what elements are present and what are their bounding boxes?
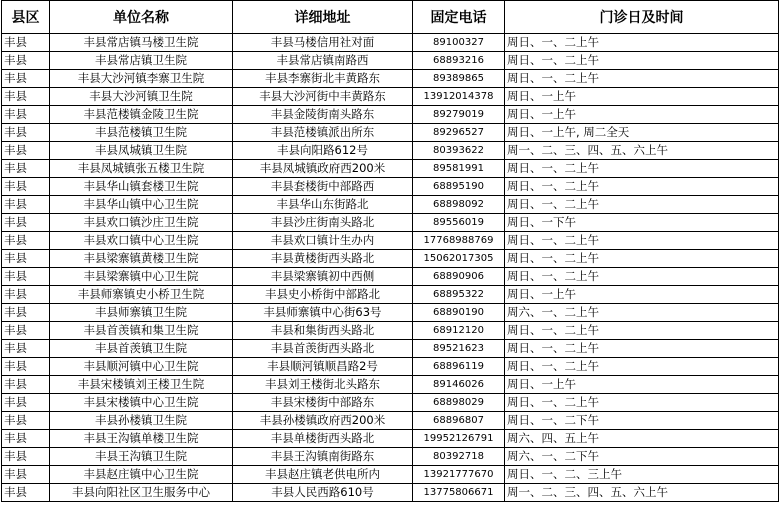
county-cell: 丰县: [2, 304, 50, 322]
phone-cell: 68898029: [413, 394, 505, 412]
county-cell: 丰县: [2, 484, 50, 502]
clinic-hours-cell: 周日、一、二上午: [505, 178, 779, 196]
address-cell: 丰县首羡街西头路北: [233, 340, 413, 358]
unit-name-cell: 丰县师寨镇史小桥卫生院: [50, 286, 233, 304]
table-row: [2, 142, 779, 160]
clinic-hours-cell: 周一、二、三、四、五、六上午: [505, 142, 779, 160]
table-row: [2, 214, 779, 232]
table-row: [2, 250, 779, 268]
phone-cell: 89279019: [413, 106, 505, 124]
address-cell: 丰县套楼街中部路西: [233, 178, 413, 196]
address-cell: 丰县顺河镇顺昌路2号: [233, 358, 413, 376]
unit-name-cell: 丰县宋楼镇中心卫生院: [50, 394, 233, 412]
table-row: [2, 124, 779, 142]
clinic-hours-cell: 周日、一上午: [505, 286, 779, 304]
clinic-hours-cell: 周六、一、二下午: [505, 448, 779, 466]
county-cell: 丰县: [2, 106, 50, 124]
county-cell: 丰县: [2, 376, 50, 394]
header-county: 县区: [2, 1, 50, 34]
table-row: [2, 196, 779, 214]
phone-cell: 68890906: [413, 268, 505, 286]
clinic-hours-cell: 周日、一上午: [505, 376, 779, 394]
phone-cell: 68912120: [413, 322, 505, 340]
header-row: [2, 1, 779, 34]
county-cell: 丰县: [2, 124, 50, 142]
phone-cell: 89521623: [413, 340, 505, 358]
clinic-hours-cell: 周日、一、二上午: [505, 394, 779, 412]
phone-cell: 89581991: [413, 160, 505, 178]
unit-name-cell: 丰县王沟镇卫生院: [50, 448, 233, 466]
unit-name-cell: 丰县向阳社区卫生服务中心: [50, 484, 233, 502]
address-cell: 丰县李寨街北丰黄路东: [233, 70, 413, 88]
clinic-hours-cell: 周日、一、二上午: [505, 340, 779, 358]
address-cell: 丰县常店镇南路西: [233, 52, 413, 70]
unit-name-cell: 丰县华山镇套楼卫生院: [50, 178, 233, 196]
address-cell: 丰县欢口镇计生办内: [233, 232, 413, 250]
unit-name-cell: 丰县大沙河镇李寨卫生院: [50, 70, 233, 88]
phone-cell: 68896807: [413, 412, 505, 430]
county-cell: 丰县: [2, 142, 50, 160]
clinic-hours-cell: 周日、一、二上午: [505, 70, 779, 88]
county-cell: 丰县: [2, 178, 50, 196]
table-row: [2, 178, 779, 196]
header-unit-name: 单位名称: [50, 1, 233, 34]
county-cell: 丰县: [2, 34, 50, 52]
phone-cell: 17768988769: [413, 232, 505, 250]
address-cell: 丰县刘王楼街北头路东: [233, 376, 413, 394]
address-cell: 丰县梁寨镇初中西侧: [233, 268, 413, 286]
address-cell: 丰县宋楼街中部路东: [233, 394, 413, 412]
phone-cell: 89556019: [413, 214, 505, 232]
clinic-hours-cell: 周日、一、二上午: [505, 250, 779, 268]
clinic-hours-cell: 周日、一下午: [505, 214, 779, 232]
address-cell: 丰县赵庄镇老供电所内: [233, 466, 413, 484]
unit-name-cell: 丰县欢口镇沙庄卫生院: [50, 214, 233, 232]
unit-name-cell: 丰县孙楼镇卫生院: [50, 412, 233, 430]
table-row: [2, 52, 779, 70]
address-cell: 丰县单楼街西头路北: [233, 430, 413, 448]
header-clinic-hours: 门诊日及时间: [505, 1, 779, 34]
county-cell: 丰县: [2, 358, 50, 376]
table-row: [2, 466, 779, 484]
clinic-hours-cell: 周日、一、二上午: [505, 322, 779, 340]
table-row: [2, 268, 779, 286]
county-cell: 丰县: [2, 340, 50, 358]
unit-name-cell: 丰县凤城镇张五楼卫生院: [50, 160, 233, 178]
table-row: [2, 448, 779, 466]
phone-cell: 80393622: [413, 142, 505, 160]
unit-name-cell: 丰县梁寨镇中心卫生院: [50, 268, 233, 286]
county-cell: 丰县: [2, 448, 50, 466]
unit-name-cell: 丰县范楼镇金陵卫生院: [50, 106, 233, 124]
clinic-hours-cell: 周日、一、二上午: [505, 34, 779, 52]
county-cell: 丰县: [2, 268, 50, 286]
clinic-hours-cell: 周日、一、二上午: [505, 52, 779, 70]
table-row: [2, 160, 779, 178]
address-cell: 丰县师寨镇中心街63号: [233, 304, 413, 322]
clinic-hours-cell: 周日、一、二上午: [505, 232, 779, 250]
phone-cell: 13775806671: [413, 484, 505, 502]
address-cell: 丰县黄楼街西头路北: [233, 250, 413, 268]
address-cell: 丰县沙庄街南头路北: [233, 214, 413, 232]
phone-cell: 80392718: [413, 448, 505, 466]
county-cell: 丰县: [2, 70, 50, 88]
address-cell: 丰县向阳路612号: [233, 142, 413, 160]
phone-cell: 68890190: [413, 304, 505, 322]
table-row: [2, 322, 779, 340]
address-cell: 丰县凤城镇政府西200米: [233, 160, 413, 178]
clinic-hours-cell: 周六、一、二上午: [505, 304, 779, 322]
phone-cell: 13921777670: [413, 466, 505, 484]
header-phone: 固定电话: [413, 1, 505, 34]
unit-name-cell: 丰县常店镇卫生院: [50, 52, 233, 70]
county-cell: 丰县: [2, 394, 50, 412]
table-row: [2, 430, 779, 448]
unit-name-cell: 丰县宋楼镇刘王楼卫生院: [50, 376, 233, 394]
phone-cell: 68895322: [413, 286, 505, 304]
phone-cell: 15062017305: [413, 250, 505, 268]
county-cell: 丰县: [2, 412, 50, 430]
phone-cell: 68896119: [413, 358, 505, 376]
address-cell: 丰县金陵街南头路东: [233, 106, 413, 124]
clinic-hours-cell: 周日、一上午: [505, 106, 779, 124]
county-cell: 丰县: [2, 196, 50, 214]
county-cell: 丰县: [2, 430, 50, 448]
table-row: [2, 70, 779, 88]
unit-name-cell: 丰县凤城镇卫生院: [50, 142, 233, 160]
county-cell: 丰县: [2, 232, 50, 250]
address-cell: 丰县史小桥街中部路北: [233, 286, 413, 304]
table-row: [2, 412, 779, 430]
address-cell: 丰县人民西路610号: [233, 484, 413, 502]
table-row: [2, 358, 779, 376]
clinic-hours-cell: 周一、二、三、四、五、六上午: [505, 484, 779, 502]
clinic-hours-cell: 周六、四、五上午: [505, 430, 779, 448]
county-cell: 丰县: [2, 286, 50, 304]
phone-cell: 19952126791: [413, 430, 505, 448]
address-cell: 丰县孙楼镇政府西200米: [233, 412, 413, 430]
table-row: [2, 286, 779, 304]
county-cell: 丰县: [2, 88, 50, 106]
phone-cell: 89296527: [413, 124, 505, 142]
unit-name-cell: 丰县赵庄镇中心卫生院: [50, 466, 233, 484]
phone-cell: 68893216: [413, 52, 505, 70]
unit-name-cell: 丰县师寨镇卫生院: [50, 304, 233, 322]
clinic-hours-cell: 周日、一、二下午: [505, 412, 779, 430]
county-cell: 丰县: [2, 250, 50, 268]
unit-name-cell: 丰县梁寨镇黄楼卫生院: [50, 250, 233, 268]
header-address: 详细地址: [233, 1, 413, 34]
county-cell: 丰县: [2, 466, 50, 484]
clinic-hours-cell: 周日、一上午, 周二全天: [505, 124, 779, 142]
phone-cell: 89389865: [413, 70, 505, 88]
clinic-hours-cell: 周日、一、二上午: [505, 358, 779, 376]
phone-cell: 68898092: [413, 196, 505, 214]
table-row: [2, 304, 779, 322]
table-row: [2, 34, 779, 52]
phone-cell: 13912014378: [413, 88, 505, 106]
county-cell: 丰县: [2, 214, 50, 232]
clinic-hours-cell: 周日、一、二上午: [505, 196, 779, 214]
phone-cell: 68895190: [413, 178, 505, 196]
unit-name-cell: 丰县顺河镇中心卫生院: [50, 358, 233, 376]
clinic-hours-cell: 周日、一上午: [505, 88, 779, 106]
unit-name-cell: 丰县常店镇马楼卫生院: [50, 34, 233, 52]
unit-name-cell: 丰县华山镇中心卫生院: [50, 196, 233, 214]
address-cell: 丰县华山东街路北: [233, 196, 413, 214]
clinic-hours-cell: 周日、一、二上午: [505, 268, 779, 286]
table-row: [2, 340, 779, 358]
address-cell: 丰县范楼镇派出所东: [233, 124, 413, 142]
table-row: [2, 484, 779, 502]
unit-name-cell: 丰县王沟镇单楼卫生院: [50, 430, 233, 448]
address-cell: 丰县和集街西头路北: [233, 322, 413, 340]
unit-name-cell: 丰县首羡镇卫生院: [50, 340, 233, 358]
table-row: [2, 106, 779, 124]
unit-name-cell: 丰县大沙河镇卫生院: [50, 88, 233, 106]
unit-name-cell: 丰县欢口镇中心卫生院: [50, 232, 233, 250]
clinic-hours-cell: 周日、一、二、三上午: [505, 466, 779, 484]
table-row: [2, 232, 779, 250]
county-cell: 丰县: [2, 322, 50, 340]
clinic-table: [1, 0, 779, 502]
unit-name-cell: 丰县首羡镇和集卫生院: [50, 322, 233, 340]
address-cell: 丰县马楼信用社对面: [233, 34, 413, 52]
table-row: [2, 394, 779, 412]
table-row: [2, 376, 779, 394]
table-row: [2, 88, 779, 106]
unit-name-cell: 丰县范楼镇卫生院: [50, 124, 233, 142]
phone-cell: 89146026: [413, 376, 505, 394]
county-cell: 丰县: [2, 160, 50, 178]
address-cell: 丰县大沙河街中丰黄路东: [233, 88, 413, 106]
address-cell: 丰县王沟镇南街路东: [233, 448, 413, 466]
county-cell: 丰县: [2, 52, 50, 70]
clinic-hours-cell: 周日、一、二上午: [505, 160, 779, 178]
phone-cell: 89100327: [413, 34, 505, 52]
